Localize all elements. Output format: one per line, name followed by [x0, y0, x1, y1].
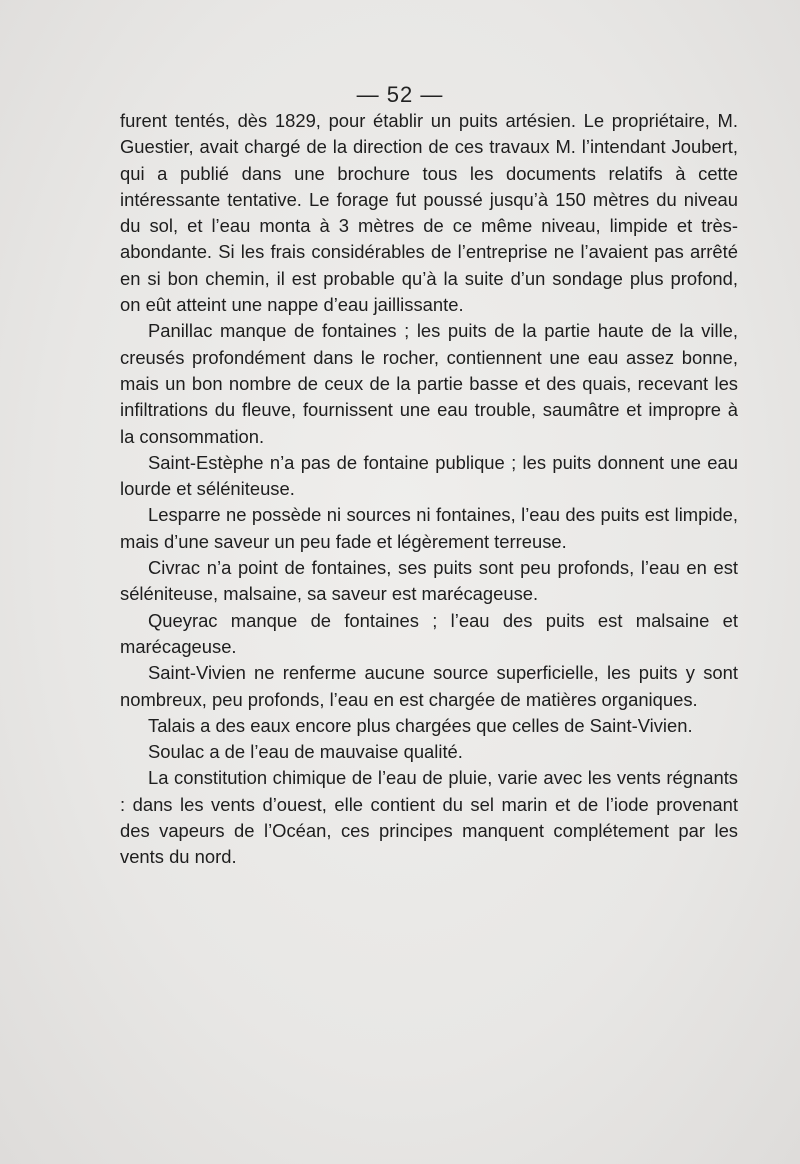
paragraph-soulac: Soulac a de l’eau de mauvaise qualité. — [148, 741, 463, 763]
paragraph-rain-water: La constitution chimique de l’eau de pluie, varie avec les vents régnants : dans les vents d’ouest, elle contient du sel marin et de l’iode provenant des vapeurs de l’Océan, ces principes manquent complétement par les vents du nord. — [120, 767, 738, 868]
paragraph-lesparre: Lesparre ne possède ni sources ni fontaines, l’eau des puits est limpide, mais d’une saveur un peu fade et légèrement terreuse. — [120, 504, 738, 552]
page-number: — 52 — — [356, 82, 444, 107]
body-text — [120, 108, 738, 871]
paragraph-civrac: Civrac n’a point de fontaines, ses puits sont peu profonds, l’eau en est séléniteuse, malsaine, sa saveur est marécageuse. — [120, 557, 738, 605]
paragraph-talais: Talais a des eaux encore plus chargées que celles de Saint-Vivien. — [148, 714, 693, 736]
paragraph-panillac: Panillac manque de fontaines ; les puits de la partie haute de la ville, creusés profondément dans le rocher, contiennent une eau assez bonne, mais un bon nombre de ceux de la partie basse et des quais, recevant les infiltrations du fleuve, fournissent une eau trouble, saumâtre et impropre à la consommation. — [120, 320, 738, 447]
paragraph-artesian-well: furent tentés, dès 1829, pour établir un puits artésien. Le propriétaire, M. Guestier, avait chargé de la direction de ces travaux M. l’intendant Joubert, qui a publié dans une brochure tous les documents relatifs à cette intéressante tentative. Le forage fut poussé jusqu’à 150 mètres du niveau du sol, et l’eau monta à 3 mètres de ce même niveau, limpide et très-abondante. Si les frais considérables de l’entreprise ne l’avaient pas arrêté en si bon chemin, il est probable qu’à la suite d’un sondage plus profond, on eût atteint une nappe d’eau jaillissante. — [120, 110, 738, 316]
paragraph-queyrac: Queyrac manque de fontaines ; l’eau des puits est malsaine et marécageuse. — [120, 609, 738, 657]
paragraph-saint-estephe: Saint-Estèphe n’a pas de fontaine publique ; les puits donnent une eau lourde et séléniteuse. — [120, 451, 738, 500]
paragraph-saint-vivien: Saint-Vivien ne renferme aucune source superficielle, les puits y sont nombreux, peu profonds, l’eau en est chargée de matières organiques. — [120, 662, 738, 710]
